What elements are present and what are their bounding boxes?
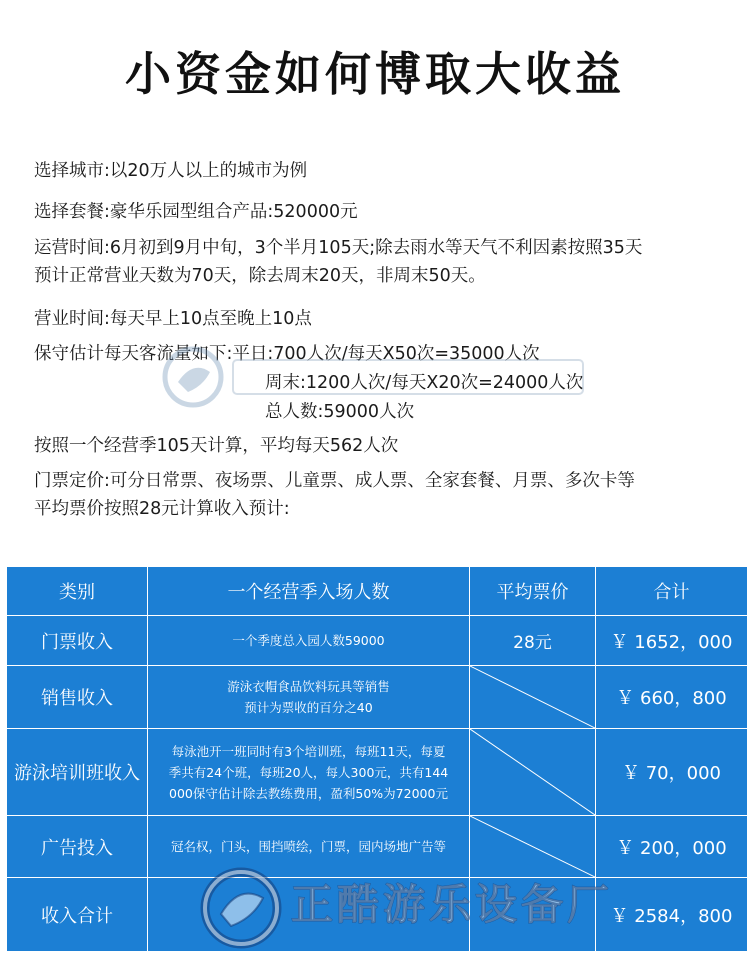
- text-line-ticket-pricing: 门票定价:可分日常票、夜场票、儿童票、成人票、全家套餐、月票、多次卡等: [34, 471, 635, 491]
- row-description-line: 冠名权，门头，围挡喷绘，门票，园内场地广告等: [170, 839, 446, 854]
- row-description: [148, 616, 470, 666]
- row-category: 游泳培训班收入: [7, 729, 148, 816]
- text-line-business-hours: 营业时间:每天早上10点至晚上10点: [34, 309, 312, 329]
- row-description-line: 游泳衣帽食品饮料玩具等销售: [227, 679, 390, 694]
- row-total: ￥ 660，800: [596, 666, 748, 729]
- diagonal-line: [470, 729, 595, 815]
- table-row: [7, 816, 748, 878]
- row-description-line: 每泳池开一班同时有3个培训班，每班11天，每夏: [171, 743, 446, 759]
- row-description-line: 一个季度总入园人数59000: [232, 633, 385, 648]
- text-line-total-visitors: 总人数:59000人次: [265, 402, 415, 422]
- watermark-text: 正酷游乐设备厂: [291, 880, 614, 929]
- row-category: 收入合计: [7, 878, 148, 952]
- text-line-operation-days: 预计正常营业天数为70天，除去周末20天，非周末50天。: [34, 266, 486, 286]
- row-avg-price: 28元: [470, 616, 596, 666]
- row-description: [148, 816, 470, 878]
- row-description-line: 000保守估计除去教练费用，盈利50%为72000元: [169, 785, 448, 801]
- row-description-line: 预计为票收的百分之40: [244, 700, 373, 715]
- empty-price-cell: [470, 878, 596, 952]
- table-row: [7, 878, 748, 952]
- text-line-city: 选择城市:以20万人以上的城市为例: [34, 161, 308, 181]
- table-row: [7, 666, 748, 729]
- row-category: 销售收入: [7, 666, 148, 729]
- page-title: 小资金如何博取大收益: [125, 47, 625, 101]
- empty-price-cell: [470, 729, 596, 816]
- row-total: ￥ 70，000: [596, 729, 748, 816]
- diagonal-line: [470, 816, 595, 877]
- table-row: [7, 729, 748, 816]
- row-description: [148, 666, 470, 729]
- revenue-table: [6, 566, 748, 952]
- header-attendance: 一个经营季入场人数: [148, 567, 470, 616]
- text-line-weekday-flow: 保守估计每天客流量如下:平日:700人次/每天X50次=35000人次: [34, 344, 540, 364]
- watermark-logo-icon: [158, 342, 598, 412]
- text-line-package: 选择套餐:豪华乐园型组合产品:520000元: [34, 202, 358, 222]
- row-description-empty: [148, 878, 470, 952]
- header-total: 合计: [596, 567, 748, 616]
- table-header-row: [7, 567, 748, 616]
- table-row: [7, 616, 748, 666]
- row-total: ￥ 200，000: [596, 816, 748, 878]
- text-line-average-price: 平均票价按照28元计算收入预计:: [34, 499, 290, 519]
- text-line-daily-average: 按照一个经营季105天计算，平均每天562人次: [34, 436, 399, 456]
- text-line-operation: 运营时间:6月初到9月中旬，3个半月105天;除去雨水等天气不利因素按照35天: [34, 238, 643, 258]
- header-category: 类别: [7, 567, 148, 616]
- diagonal-line: [470, 666, 595, 728]
- row-description-line: 季共有24个班，每班20人，每人300元，共有144: [168, 764, 449, 780]
- row-category: 广告投入: [7, 816, 148, 878]
- empty-price-cell: [470, 816, 596, 878]
- row-total: ￥ 2584，800: [596, 878, 748, 952]
- row-category: 门票收入: [7, 616, 148, 666]
- empty-price-cell: [470, 666, 596, 729]
- header-avg-price: 平均票价: [470, 567, 596, 616]
- text-line-weekend-flow: 周末:1200人次/每天X20次=24000人次: [265, 373, 584, 393]
- row-description: [148, 729, 470, 816]
- row-total: ￥ 1652，000: [596, 616, 748, 666]
